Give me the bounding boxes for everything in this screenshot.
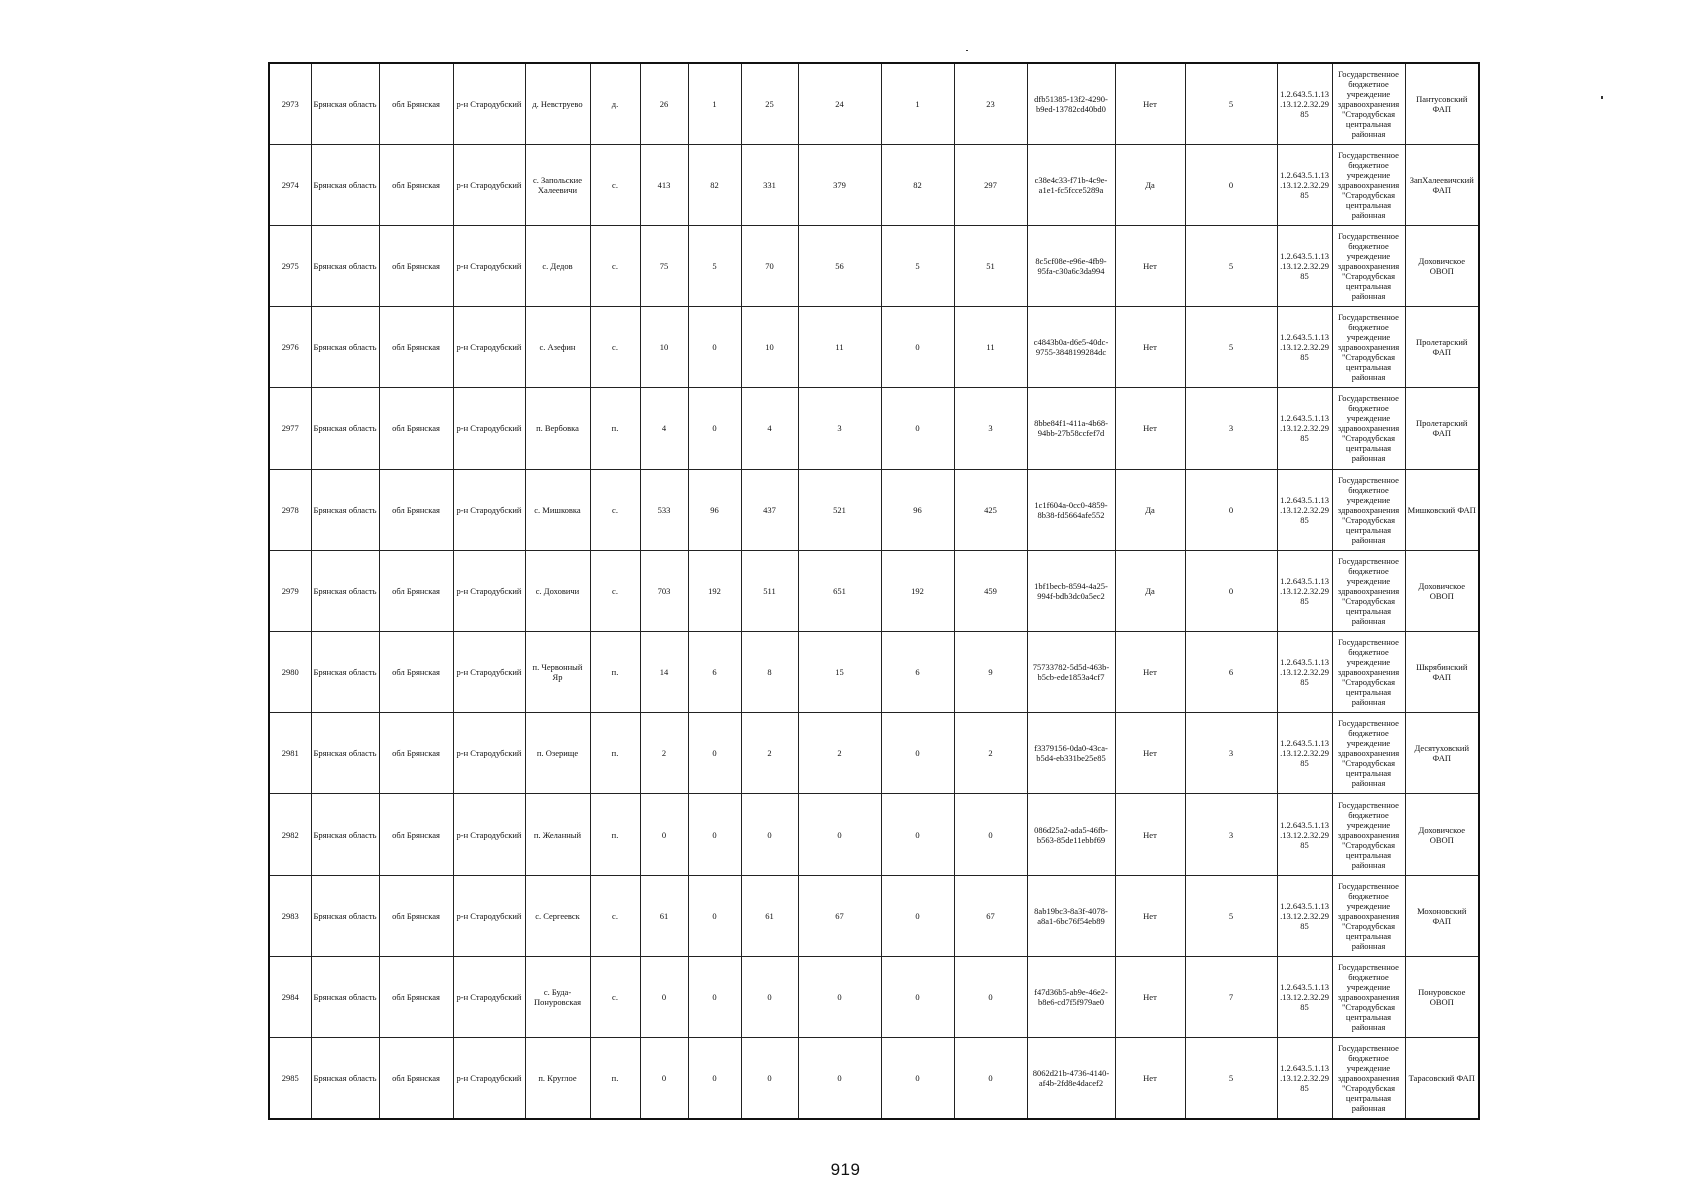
- oid-cell: 1.2.643.5.1.13.13.12.2.32.2985: [1277, 956, 1332, 1037]
- population-total-cell: 14: [640, 632, 688, 713]
- oid-cell: 1.2.643.5.1.13.13.12.2.32.2985: [1277, 794, 1332, 875]
- population-total-cell: 2: [640, 713, 688, 794]
- population-attached-total-cell: 15: [798, 632, 881, 713]
- district-cell: р-н Стародубский: [453, 144, 525, 225]
- settlement-cell: с. Сергеевск: [525, 875, 590, 956]
- population-adults-cell: 70: [741, 225, 798, 306]
- district-cell: р-н Стародубский: [453, 225, 525, 306]
- settlement-type-cell: п.: [590, 632, 640, 713]
- medical-facility-flag-cell: Нет: [1115, 632, 1185, 713]
- settlement-type-cell: п.: [590, 713, 640, 794]
- population-attached-children-cell: 0: [881, 713, 954, 794]
- row-index: 2983: [269, 875, 311, 956]
- oblast-cell: обл Брянская: [379, 632, 453, 713]
- population-attached-adults-cell: 425: [954, 469, 1027, 550]
- population-adults-cell: 0: [741, 794, 798, 875]
- fias-guid-cell: c4843b0a-d6e5-40dc-9755-3848199284dc: [1027, 307, 1115, 388]
- fias-guid-cell: 8062d21b-4736-4140-af4b-2fd8e4dacef2: [1027, 1038, 1115, 1119]
- row-index: 2985: [269, 1038, 311, 1119]
- table-row: [269, 469, 1479, 550]
- distance-cell: 3: [1185, 388, 1277, 469]
- medical-facility-flag-cell: Нет: [1115, 63, 1185, 144]
- organization-cell: Государственное бюджетное учреждение здравоохранения "Стародубская центральная районная: [1332, 713, 1405, 794]
- fap-cell: Пролетарский ФАП: [1405, 388, 1479, 469]
- population-attached-adults-cell: 0: [954, 956, 1027, 1037]
- distance-cell: 0: [1185, 550, 1277, 631]
- organization-cell: Государственное бюджетное учреждение здравоохранения "Стародубская центральная районная: [1332, 144, 1405, 225]
- fias-guid-cell: dfb51385-13f2-4290-b9ed-13782cd40bd0: [1027, 63, 1115, 144]
- medical-facility-flag-cell: Да: [1115, 550, 1185, 631]
- population-attached-adults-cell: 67: [954, 875, 1027, 956]
- population-adults-cell: 25: [741, 63, 798, 144]
- district-cell: р-н Стародубский: [453, 632, 525, 713]
- population-children-cell: 96: [688, 469, 741, 550]
- population-children-cell: 0: [688, 875, 741, 956]
- population-total-cell: 533: [640, 469, 688, 550]
- population-children-cell: 5: [688, 225, 741, 306]
- medical-facility-flag-cell: Нет: [1115, 1038, 1185, 1119]
- settlement-cell: п. Круглое: [525, 1038, 590, 1119]
- scan-speck: [966, 50, 968, 51]
- settlement-cell: с. Запольские Халеевичи: [525, 144, 590, 225]
- population-adults-cell: 511: [741, 550, 798, 631]
- population-total-cell: 10: [640, 307, 688, 388]
- district-cell: р-н Стародубский: [453, 1038, 525, 1119]
- population-adults-cell: 61: [741, 875, 798, 956]
- fias-guid-cell: 086d25a2-ada5-46fb-b563-85de11ebbf69: [1027, 794, 1115, 875]
- region-cell: Брянская область: [311, 956, 379, 1037]
- region-cell: Брянская область: [311, 713, 379, 794]
- oblast-cell: обл Брянская: [379, 63, 453, 144]
- population-adults-cell: 10: [741, 307, 798, 388]
- distance-cell: 0: [1185, 144, 1277, 225]
- oblast-cell: обл Брянская: [379, 794, 453, 875]
- population-attached-children-cell: 0: [881, 875, 954, 956]
- region-cell: Брянская область: [311, 1038, 379, 1119]
- table-row: [269, 794, 1479, 875]
- district-cell: р-н Стародубский: [453, 713, 525, 794]
- distance-cell: 5: [1185, 225, 1277, 306]
- district-cell: р-н Стародубский: [453, 307, 525, 388]
- population-children-cell: 1: [688, 63, 741, 144]
- medical-facility-flag-cell: Да: [1115, 144, 1185, 225]
- row-index: 2977: [269, 388, 311, 469]
- fias-guid-cell: 1c1f604a-0cc0-4859-8b38-fd5664afe552: [1027, 469, 1115, 550]
- district-cell: р-н Стародубский: [453, 956, 525, 1037]
- population-adults-cell: 331: [741, 144, 798, 225]
- population-children-cell: 82: [688, 144, 741, 225]
- table-row: [269, 550, 1479, 631]
- fias-guid-cell: 8c5cf08e-e96e-4fb9-95fa-c30a6c3da994: [1027, 225, 1115, 306]
- table-row: [269, 63, 1479, 144]
- population-children-cell: 0: [688, 1038, 741, 1119]
- settlement-type-cell: с.: [590, 956, 640, 1037]
- region-cell: Брянская область: [311, 225, 379, 306]
- table-row: [269, 875, 1479, 956]
- population-attached-children-cell: 6: [881, 632, 954, 713]
- fap-cell: Понуровское ОВОП: [1405, 956, 1479, 1037]
- region-cell: Брянская область: [311, 388, 379, 469]
- population-attached-total-cell: 11: [798, 307, 881, 388]
- medical-facility-flag-cell: Да: [1115, 469, 1185, 550]
- table-row: [269, 632, 1479, 713]
- organization-cell: Государственное бюджетное учреждение здравоохранения "Стародубская центральная районная: [1332, 388, 1405, 469]
- oid-cell: 1.2.643.5.1.13.13.12.2.32.2985: [1277, 1038, 1332, 1119]
- oblast-cell: обл Брянская: [379, 307, 453, 388]
- row-index: 2978: [269, 469, 311, 550]
- settlement-type-cell: д.: [590, 63, 640, 144]
- population-attached-total-cell: 3: [798, 388, 881, 469]
- medical-facility-flag-cell: Нет: [1115, 794, 1185, 875]
- settlement-cell: с. Мишковка: [525, 469, 590, 550]
- row-index: 2975: [269, 225, 311, 306]
- oid-cell: 1.2.643.5.1.13.13.12.2.32.2985: [1277, 469, 1332, 550]
- fap-cell: Шкрябинский ФАП: [1405, 632, 1479, 713]
- population-adults-cell: 0: [741, 1038, 798, 1119]
- fap-cell: Доховичское ОВОП: [1405, 794, 1479, 875]
- population-attached-adults-cell: 3: [954, 388, 1027, 469]
- scan-speck: [1601, 96, 1603, 99]
- distance-cell: 0: [1185, 469, 1277, 550]
- population-attached-children-cell: 82: [881, 144, 954, 225]
- distance-cell: 6: [1185, 632, 1277, 713]
- table-body: [269, 63, 1479, 1119]
- population-attached-adults-cell: 51: [954, 225, 1027, 306]
- district-cell: р-н Стародубский: [453, 63, 525, 144]
- oblast-cell: обл Брянская: [379, 550, 453, 631]
- organization-cell: Государственное бюджетное учреждение здравоохранения "Стародубская центральная районная: [1332, 469, 1405, 550]
- population-adults-cell: 4: [741, 388, 798, 469]
- settlement-type-cell: с.: [590, 225, 640, 306]
- population-total-cell: 703: [640, 550, 688, 631]
- fap-cell: ЗапХалеевичский ФАП: [1405, 144, 1479, 225]
- fap-cell: Мишковский ФАП: [1405, 469, 1479, 550]
- population-adults-cell: 8: [741, 632, 798, 713]
- fap-cell: Мохоновский ФАП: [1405, 875, 1479, 956]
- region-cell: Брянская область: [311, 794, 379, 875]
- population-children-cell: 192: [688, 550, 741, 631]
- population-attached-children-cell: 0: [881, 1038, 954, 1119]
- distance-cell: 3: [1185, 713, 1277, 794]
- population-adults-cell: 2: [741, 713, 798, 794]
- population-attached-children-cell: 192: [881, 550, 954, 631]
- population-total-cell: 61: [640, 875, 688, 956]
- population-attached-children-cell: 96: [881, 469, 954, 550]
- population-attached-children-cell: 0: [881, 388, 954, 469]
- population-adults-cell: 437: [741, 469, 798, 550]
- region-cell: Брянская область: [311, 307, 379, 388]
- distance-cell: 5: [1185, 1038, 1277, 1119]
- settlement-cell: п. Желанный: [525, 794, 590, 875]
- population-total-cell: 4: [640, 388, 688, 469]
- distance-cell: 5: [1185, 63, 1277, 144]
- organization-cell: Государственное бюджетное учреждение здравоохранения "Стародубская центральная районная: [1332, 550, 1405, 631]
- population-attached-children-cell: 0: [881, 956, 954, 1037]
- population-attached-total-cell: 24: [798, 63, 881, 144]
- population-attached-children-cell: 5: [881, 225, 954, 306]
- population-attached-adults-cell: 459: [954, 550, 1027, 631]
- population-attached-total-cell: 0: [798, 1038, 881, 1119]
- population-attached-adults-cell: 297: [954, 144, 1027, 225]
- settlement-type-cell: с.: [590, 469, 640, 550]
- settlement-cell: с. Доховичи: [525, 550, 590, 631]
- distance-cell: 5: [1185, 307, 1277, 388]
- settlement-type-cell: п.: [590, 388, 640, 469]
- distance-cell: 3: [1185, 794, 1277, 875]
- oid-cell: 1.2.643.5.1.13.13.12.2.32.2985: [1277, 388, 1332, 469]
- distance-cell: 5: [1185, 875, 1277, 956]
- fias-guid-cell: 75733782-5d5d-463b-b5cb-ede1853a4cf7: [1027, 632, 1115, 713]
- settlement-type-cell: с.: [590, 875, 640, 956]
- row-index: 2984: [269, 956, 311, 1037]
- district-cell: р-н Стародубский: [453, 550, 525, 631]
- region-cell: Брянская область: [311, 144, 379, 225]
- population-attached-total-cell: 56: [798, 225, 881, 306]
- settlements-table: [268, 62, 1480, 1120]
- population-children-cell: 0: [688, 388, 741, 469]
- population-attached-total-cell: 67: [798, 875, 881, 956]
- population-attached-total-cell: 651: [798, 550, 881, 631]
- row-index: 2980: [269, 632, 311, 713]
- medical-facility-flag-cell: Нет: [1115, 225, 1185, 306]
- oid-cell: 1.2.643.5.1.13.13.12.2.32.2985: [1277, 632, 1332, 713]
- row-index: 2982: [269, 794, 311, 875]
- oid-cell: 1.2.643.5.1.13.13.12.2.32.2985: [1277, 307, 1332, 388]
- fias-guid-cell: c38e4c33-f71b-4c9e-a1e1-fc5fcce5289a: [1027, 144, 1115, 225]
- row-index: 2976: [269, 307, 311, 388]
- fap-cell: Доховичское ОВОП: [1405, 550, 1479, 631]
- population-total-cell: 0: [640, 794, 688, 875]
- fap-cell: Пантусовский ФАП: [1405, 63, 1479, 144]
- organization-cell: Государственное бюджетное учреждение здравоохранения "Стародубская центральная районная: [1332, 225, 1405, 306]
- settlement-cell: п. Вербовка: [525, 388, 590, 469]
- population-attached-children-cell: 1: [881, 63, 954, 144]
- oblast-cell: обл Брянская: [379, 875, 453, 956]
- population-children-cell: 6: [688, 632, 741, 713]
- population-attached-adults-cell: 23: [954, 63, 1027, 144]
- row-index: 2974: [269, 144, 311, 225]
- population-attached-total-cell: 0: [798, 794, 881, 875]
- fap-cell: Доховичское ОВОП: [1405, 225, 1479, 306]
- population-attached-adults-cell: 0: [954, 1038, 1027, 1119]
- population-total-cell: 75: [640, 225, 688, 306]
- population-attached-adults-cell: 11: [954, 307, 1027, 388]
- region-cell: Брянская область: [311, 469, 379, 550]
- table-row: [269, 388, 1479, 469]
- population-children-cell: 0: [688, 956, 741, 1037]
- settlement-type-cell: п.: [590, 794, 640, 875]
- fias-guid-cell: f47d36b5-ab9e-46e2-b8e6-cd7f5f979ae0: [1027, 956, 1115, 1037]
- table-row: [269, 1038, 1479, 1119]
- medical-facility-flag-cell: Нет: [1115, 307, 1185, 388]
- fias-guid-cell: 1bf1becb-8594-4a25-994f-bdb3dc0a5ec2: [1027, 550, 1115, 631]
- oid-cell: 1.2.643.5.1.13.13.12.2.32.2985: [1277, 550, 1332, 631]
- organization-cell: Государственное бюджетное учреждение здравоохранения "Стародубская центральная районная: [1332, 632, 1405, 713]
- population-attached-children-cell: 0: [881, 307, 954, 388]
- fias-guid-cell: 8ab19bc3-8a3f-4078-a8a1-6bc76f54eb89: [1027, 875, 1115, 956]
- region-cell: Брянская область: [311, 63, 379, 144]
- oid-cell: 1.2.643.5.1.13.13.12.2.32.2985: [1277, 713, 1332, 794]
- oid-cell: 1.2.643.5.1.13.13.12.2.32.2985: [1277, 144, 1332, 225]
- medical-facility-flag-cell: Нет: [1115, 875, 1185, 956]
- organization-cell: Государственное бюджетное учреждение здравоохранения "Стародубская центральная районная: [1332, 956, 1405, 1037]
- population-attached-total-cell: 0: [798, 956, 881, 1037]
- population-attached-children-cell: 0: [881, 794, 954, 875]
- medical-facility-flag-cell: Нет: [1115, 388, 1185, 469]
- organization-cell: Государственное бюджетное учреждение здравоохранения "Стародубская центральная районная: [1332, 794, 1405, 875]
- population-attached-total-cell: 379: [798, 144, 881, 225]
- medical-facility-flag-cell: Нет: [1115, 713, 1185, 794]
- fias-guid-cell: 8bbe84f1-411a-4b68-94bb-27b58ccfef7d: [1027, 388, 1115, 469]
- table-row: [269, 307, 1479, 388]
- population-adults-cell: 0: [741, 956, 798, 1037]
- settlement-type-cell: п.: [590, 1038, 640, 1119]
- oid-cell: 1.2.643.5.1.13.13.12.2.32.2985: [1277, 63, 1332, 144]
- population-children-cell: 0: [688, 713, 741, 794]
- population-total-cell: 0: [640, 956, 688, 1037]
- settlement-cell: с. Азефин: [525, 307, 590, 388]
- settlement-cell: п. Озерище: [525, 713, 590, 794]
- region-cell: Брянская область: [311, 550, 379, 631]
- oblast-cell: обл Брянская: [379, 1038, 453, 1119]
- oblast-cell: обл Брянская: [379, 144, 453, 225]
- oblast-cell: обл Брянская: [379, 713, 453, 794]
- page-number: 919: [830, 1160, 861, 1179]
- population-children-cell: 0: [688, 794, 741, 875]
- population-attached-adults-cell: 2: [954, 713, 1027, 794]
- oid-cell: 1.2.643.5.1.13.13.12.2.32.2985: [1277, 225, 1332, 306]
- settlement-type-cell: с.: [590, 550, 640, 631]
- population-attached-total-cell: 521: [798, 469, 881, 550]
- distance-cell: 7: [1185, 956, 1277, 1037]
- fap-cell: Пролетарский ФАП: [1405, 307, 1479, 388]
- population-attached-total-cell: 2: [798, 713, 881, 794]
- register-sheet: [268, 62, 1476, 1120]
- table-row: [269, 144, 1479, 225]
- district-cell: р-н Стародубский: [453, 388, 525, 469]
- settlement-type-cell: с.: [590, 144, 640, 225]
- settlement-cell: п. Червонный Яр: [525, 632, 590, 713]
- fias-guid-cell: f3379156-0da0-43ca-b5d4-eb331be25e85: [1027, 713, 1115, 794]
- population-attached-adults-cell: 9: [954, 632, 1027, 713]
- oblast-cell: обл Брянская: [379, 225, 453, 306]
- medical-facility-flag-cell: Нет: [1115, 956, 1185, 1037]
- oblast-cell: обл Брянская: [379, 956, 453, 1037]
- table-row: [269, 225, 1479, 306]
- organization-cell: Государственное бюджетное учреждение здравоохранения "Стародубская центральная районная: [1332, 1038, 1405, 1119]
- population-total-cell: 413: [640, 144, 688, 225]
- population-attached-adults-cell: 0: [954, 794, 1027, 875]
- row-index: 2973: [269, 63, 311, 144]
- settlement-cell: с. Дедов: [525, 225, 590, 306]
- table-row: [269, 713, 1479, 794]
- population-total-cell: 0: [640, 1038, 688, 1119]
- organization-cell: Государственное бюджетное учреждение здравоохранения "Стародубская центральная районная: [1332, 63, 1405, 144]
- district-cell: р-н Стародубский: [453, 469, 525, 550]
- row-index: 2981: [269, 713, 311, 794]
- district-cell: р-н Стародубский: [453, 875, 525, 956]
- region-cell: Брянская область: [311, 875, 379, 956]
- population-children-cell: 0: [688, 307, 741, 388]
- fap-cell: Десятуховский ФАП: [1405, 713, 1479, 794]
- table-row: [269, 956, 1479, 1037]
- oid-cell: 1.2.643.5.1.13.13.12.2.32.2985: [1277, 875, 1332, 956]
- row-index: 2979: [269, 550, 311, 631]
- oblast-cell: обл Брянская: [379, 388, 453, 469]
- organization-cell: Государственное бюджетное учреждение здравоохранения "Стародубская центральная районная: [1332, 307, 1405, 388]
- oblast-cell: обл Брянская: [379, 469, 453, 550]
- settlement-type-cell: с.: [590, 307, 640, 388]
- district-cell: р-н Стародубский: [453, 794, 525, 875]
- settlement-cell: д. Невструево: [525, 63, 590, 144]
- settlement-cell: с. Буда-Понуровская: [525, 956, 590, 1037]
- region-cell: Брянская область: [311, 632, 379, 713]
- population-total-cell: 26: [640, 63, 688, 144]
- organization-cell: Государственное бюджетное учреждение здравоохранения "Стародубская центральная районная: [1332, 875, 1405, 956]
- fap-cell: Тарасовский ФАП: [1405, 1038, 1479, 1119]
